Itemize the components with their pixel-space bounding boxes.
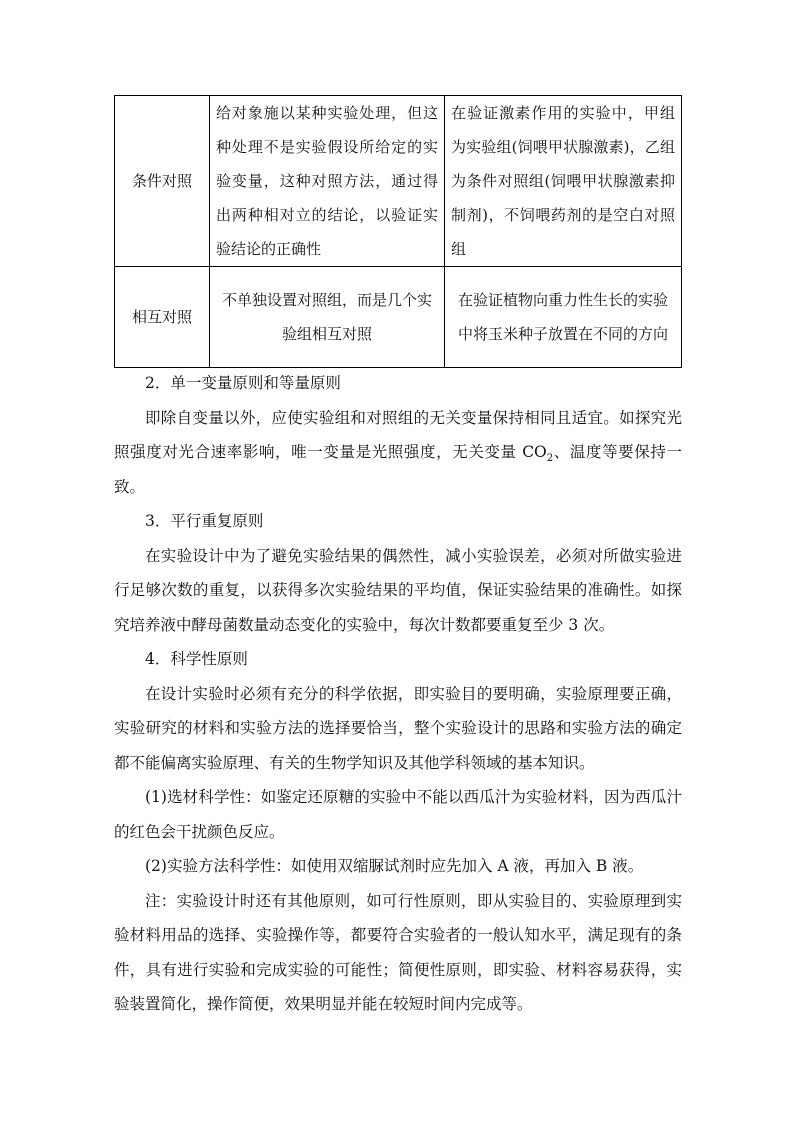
control-types-table <box>114 95 682 368</box>
control-type-name: 相互对照 <box>115 267 210 368</box>
control-type-name: 条件对照 <box>115 96 210 267</box>
list-item: (2)实验方法科学性：如使用双缩脲试剂时应先加入 A 液，再加入 B 液。 <box>145 857 644 875</box>
paragraph-text: 即除自变量以外，应使实验组和对照组的无关变量保持相同且适宜。如探究光照强度对光合速率影响，唯一变量是光照强度，无关变量 CO <box>114 408 682 461</box>
list-item: (1)选材科学性：如鉴定还原糖的实验中不能以西瓜汁为实验材料，因为西瓜汁的红色会干扰颜色反应。 <box>114 788 682 841</box>
control-type-description: 给对象施以某种实验处理，但这种处理不是实验假设所给定的实验变量，这种对照方法，通过得出两种相对立的结论，以验证实验结论的正确性 <box>210 96 445 267</box>
subscript: 2 <box>546 453 554 465</box>
note: 注：实验设计时还有其他原则，如可行性原则，即从实验目的、实验原理到实验材料用品的选择、实验操作等，都要符合实验者的一般认知水平，满足现有的条件，具有进行实验和完成实验的可能性；简便性原则，即实验、材料容易获得，实验装置简化，操作简便，效果明显并能在较短时间内完成等。 <box>114 891 682 1013</box>
paragraph: 在实验设计中为了避免实验结果的偶然性，减小实验误差，必须对所做实验进行足够次数的重复，以获得多次实验结果的平均值，保证实验结果的准确性。如探究培养液中酵母菌数量动态变化的实验中，每次计数都要重复至少 3 次。 <box>114 546 682 634</box>
control-type-description: 不单独设置对照组，而是几个实验组相互对照 <box>210 267 445 368</box>
control-type-example: 在验证激素作用的实验中，甲组为实验组(饲喂甲状腺激素)，乙组为条件对照组(饲喂甲状腺激素抑制剂)，不饲喂药剂的是空白对照组 <box>445 96 682 267</box>
section-heading: 4．科学性原则 <box>145 650 248 668</box>
paragraph <box>114 401 682 505</box>
table-row <box>115 96 682 267</box>
paragraph: 在设计实验时必须有充分的科学依据，即实验目的要明确，实验原理要正确，实验研究的材料和实验方法的选择要恰当，整个实验设计的思路和实验方法的确定都不能偏离实验原理、有关的生物学知识及其他学科领域的基本知识。 <box>114 684 682 772</box>
control-type-example: 在验证植物向重力性生长的实验中将玉米种子放置在不同的方向 <box>445 267 682 368</box>
section-heading: 3．平行重复原则 <box>145 512 264 530</box>
section-heading: 2．单一变量原则和等量原则 <box>145 374 341 392</box>
paragraph-text: 、温度等要保持一致。 <box>114 443 682 496</box>
body-text <box>114 366 682 1022</box>
table-row <box>115 267 682 368</box>
